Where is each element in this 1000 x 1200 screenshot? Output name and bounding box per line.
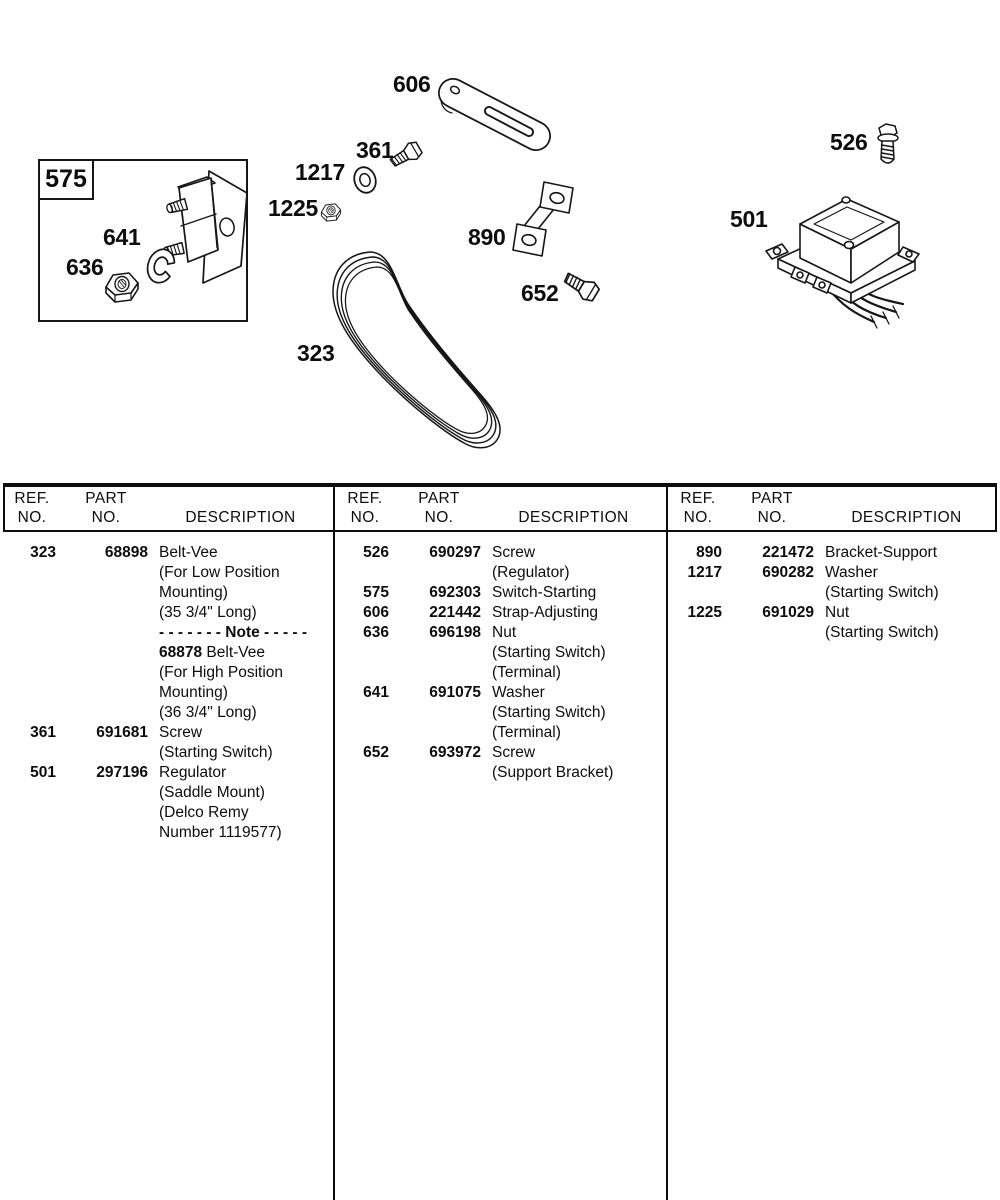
part-no-cell: 297196	[96, 764, 148, 781]
part-label-361: 361	[356, 137, 394, 163]
ref-no-cell	[8, 563, 56, 583]
table-column-body	[666, 543, 999, 643]
part-no-cell	[64, 783, 148, 803]
parts-table-column-1	[0, 483, 333, 843]
table-row	[666, 623, 999, 643]
table-row	[333, 683, 666, 703]
part-label-890: 890	[468, 224, 506, 250]
part-no-cell: 690297	[429, 544, 481, 561]
part-no-cell: 691681	[96, 724, 148, 741]
header-ref-no: REF. NO.	[14, 490, 50, 526]
part-label-1225: 1225	[268, 195, 318, 221]
ref-no-cell: 890	[696, 544, 722, 561]
ref-no-cell: 575	[363, 584, 389, 601]
table-row	[0, 643, 333, 663]
table-row	[0, 543, 333, 563]
description-cell: Nut	[825, 604, 850, 621]
description-cell: 68878 Belt-Vee	[159, 644, 266, 661]
description-cell: - - - - - - - Note - - - - -	[159, 624, 308, 641]
table-column-body	[333, 543, 666, 783]
table-row	[333, 603, 666, 623]
description-cell: (Starting Switch)	[492, 704, 606, 721]
table-row	[0, 603, 333, 623]
part-no-cell: 690282	[762, 564, 814, 581]
table-row	[333, 763, 666, 783]
description-cell: Screw	[492, 544, 536, 561]
bracket-890-drawing	[513, 182, 573, 256]
ref-no-cell	[8, 603, 56, 623]
table-row	[0, 783, 333, 803]
table-row	[0, 743, 333, 763]
table-row	[333, 543, 666, 563]
part-no-cell: 691075	[429, 684, 481, 701]
description-cell: (Regulator)	[492, 564, 570, 581]
part-label-652: 652	[521, 280, 559, 306]
description-cell: (Starting Switch)	[825, 584, 939, 601]
part-no-cell	[64, 623, 148, 643]
part-no-cell: 696198	[429, 624, 481, 641]
part-no-cell	[730, 623, 814, 643]
part-no-cell	[64, 603, 148, 623]
description-cell: Switch-Starting	[492, 584, 597, 601]
parts-table-column-3	[666, 483, 999, 843]
part-no-cell: 693972	[429, 744, 481, 761]
table-row	[666, 583, 999, 603]
part-no-cell	[64, 703, 148, 723]
table-row	[0, 723, 333, 743]
ref-no-cell	[341, 723, 389, 743]
ref-no-cell	[8, 783, 56, 803]
ref-no-cell: 641	[363, 684, 389, 701]
part-no-cell	[397, 723, 481, 743]
table-header	[666, 483, 999, 530]
table-row	[0, 803, 333, 823]
nut-1225-drawing	[321, 204, 340, 221]
part-no-cell	[64, 823, 148, 843]
ref-no-cell: 501	[30, 764, 56, 781]
belt-323-drawing	[333, 252, 500, 448]
part-no-cell	[64, 643, 148, 663]
ref-no-cell	[8, 663, 56, 683]
table-row	[0, 583, 333, 603]
part-no-cell	[397, 563, 481, 583]
table-row	[0, 823, 333, 843]
ref-no-cell: 323	[30, 544, 56, 561]
table-row	[0, 663, 333, 683]
part-no-cell	[397, 663, 481, 683]
description-cell: (35 3/4" Long)	[159, 604, 257, 621]
washer-1217-drawing	[351, 164, 379, 195]
part-no-cell	[64, 803, 148, 823]
table-row	[666, 543, 999, 563]
description-cell: Regulator	[159, 764, 227, 781]
description-cell: Nut	[492, 624, 517, 641]
description-cell: (Support Bracket)	[492, 764, 614, 781]
ref-no-cell	[8, 743, 56, 763]
ref-no-cell: 1217	[687, 564, 722, 581]
description-cell: Mounting)	[159, 684, 228, 701]
parts-table-column-2	[333, 483, 666, 843]
ref-no-cell	[341, 663, 389, 683]
ref-no-cell	[674, 623, 722, 643]
description-cell: (Starting Switch)	[825, 624, 939, 641]
table-row	[333, 663, 666, 683]
table-row	[666, 563, 999, 583]
description-cell: Belt-Vee	[159, 544, 218, 561]
part-label-641: 641	[103, 224, 141, 250]
regulator-501-drawing	[766, 197, 919, 328]
part-no-cell: 68898	[104, 544, 148, 561]
table-row	[666, 603, 999, 623]
description-cell: Screw	[159, 724, 203, 741]
description-cell: (Terminal)	[492, 724, 561, 741]
description-cell: Strap-Adjusting	[492, 604, 598, 621]
part-no-cell: 692303	[429, 584, 481, 601]
part-no-cell	[397, 763, 481, 783]
table-row	[0, 623, 333, 643]
description-cell: (Starting Switch)	[492, 644, 606, 661]
part-no-cell	[397, 643, 481, 663]
part-label-636: 636	[66, 254, 104, 280]
parts-table	[0, 483, 1000, 1200]
part-label-323: 323	[297, 340, 335, 366]
part-label-526: 526	[830, 129, 868, 155]
description-cell: Screw	[492, 744, 536, 761]
description-cell: Bracket-Support	[825, 544, 937, 561]
ref-no-cell	[8, 703, 56, 723]
table-row	[0, 703, 333, 723]
adjusting-strap-drawing	[441, 85, 536, 136]
header-description: DESCRIPTION	[185, 509, 296, 526]
part-no-cell: 221472	[762, 544, 814, 561]
screw-526-drawing	[878, 124, 898, 163]
ref-no-cell	[8, 643, 56, 663]
ref-no-cell	[8, 803, 56, 823]
table-row	[333, 723, 666, 743]
header-part-no: PART NO.	[751, 490, 793, 526]
part-no-cell: 221442	[429, 604, 481, 621]
description-cell: Number 1119577)	[159, 824, 282, 841]
part-label-575-text: 575	[45, 165, 87, 193]
part-no-cell	[64, 583, 148, 603]
header-part-no: PART NO.	[418, 490, 460, 526]
part-no-cell	[397, 703, 481, 723]
part-no-cell: 691029	[762, 604, 814, 621]
part-label-606: 606	[393, 71, 431, 97]
ref-no-cell	[341, 563, 389, 583]
description-cell: (Terminal)	[492, 664, 561, 681]
part-no-cell	[64, 563, 148, 583]
part-label-1217: 1217	[295, 159, 345, 185]
ref-no-cell	[341, 703, 389, 723]
ref-no-cell	[674, 583, 722, 603]
table-row	[333, 703, 666, 723]
description-cell: (For High Position	[159, 664, 284, 681]
description-cell: Washer	[825, 564, 878, 581]
ref-no-cell: 1225	[687, 604, 722, 621]
table-header	[333, 483, 666, 530]
table-row	[333, 623, 666, 643]
header-description: DESCRIPTION	[518, 509, 629, 526]
table-row	[0, 563, 333, 583]
ref-no-cell: 606	[363, 604, 389, 621]
ref-no-cell: 652	[363, 744, 389, 761]
description-cell: (Saddle Mount)	[159, 784, 265, 801]
table-header	[0, 483, 333, 530]
description-cell: (36 3/4" Long)	[159, 704, 257, 721]
part-label-575	[38, 159, 94, 200]
part-no-cell	[64, 663, 148, 683]
header-description: DESCRIPTION	[851, 509, 962, 526]
table-row	[333, 743, 666, 763]
part-label-501: 501	[730, 206, 768, 232]
ref-no-cell	[8, 583, 56, 603]
detail-box-575	[38, 159, 248, 322]
description-cell: Mounting)	[159, 584, 228, 601]
description-cell: (Delco Remy	[159, 804, 249, 821]
ref-no-cell	[8, 823, 56, 843]
header-ref-no: REF. NO.	[347, 490, 383, 526]
description-cell: Washer	[492, 684, 545, 701]
table-row	[0, 683, 333, 703]
table-row	[333, 643, 666, 663]
part-no-cell	[64, 743, 148, 763]
description-cell: (Starting Switch)	[159, 744, 273, 761]
ref-no-cell: 526	[363, 544, 389, 561]
part-no-cell	[730, 583, 814, 603]
table-row	[333, 583, 666, 603]
ref-no-cell	[8, 623, 56, 643]
header-part-no: PART NO.	[85, 490, 127, 526]
table-row	[0, 763, 333, 783]
header-ref-no: REF. NO.	[680, 490, 716, 526]
ref-no-cell	[341, 763, 389, 783]
ref-no-cell	[341, 643, 389, 663]
part-no-cell	[64, 683, 148, 703]
screw-652-drawing	[561, 269, 601, 304]
description-cell: (For Low Position	[159, 564, 280, 581]
table-column-body	[0, 543, 333, 843]
ref-no-cell: 636	[363, 624, 389, 641]
ref-no-cell	[8, 683, 56, 703]
table-row	[333, 563, 666, 583]
ref-no-cell: 361	[30, 724, 56, 741]
table-columns	[0, 483, 1000, 843]
